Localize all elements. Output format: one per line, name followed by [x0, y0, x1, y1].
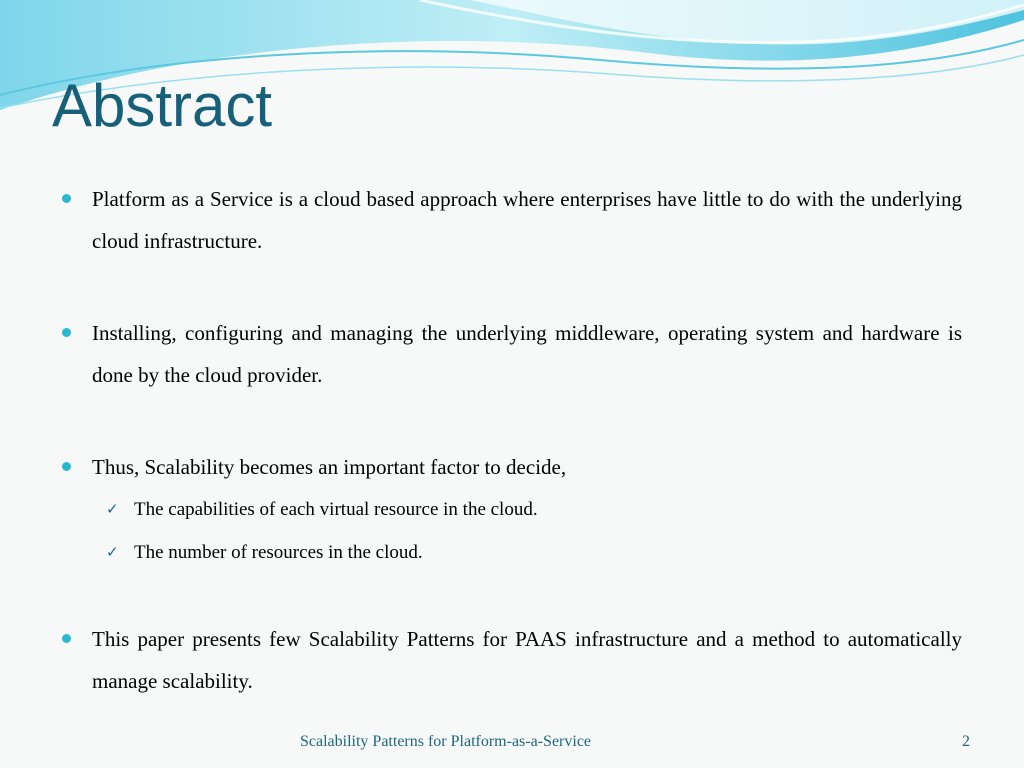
circle-bullet-icon	[62, 634, 71, 643]
sub-bullet-item	[62, 531, 962, 574]
slide-body	[62, 178, 962, 702]
bullet-item	[62, 618, 962, 702]
sub-bullet-item	[62, 488, 962, 531]
bullet-item	[62, 178, 962, 262]
slide-title: Abstract	[52, 72, 273, 139]
slide-footer: Scalability Patterns for Platform-as-a-Service	[300, 733, 592, 750]
bullet-text: Installing, configuring and managing the underlying middleware, operating system and hardware is done by the cloud provider.	[92, 321, 962, 387]
bullet-item	[62, 312, 962, 396]
circle-bullet-icon	[62, 328, 71, 337]
bullet-text: This paper presents few Scalability Patterns for PAAS infrastructure and a method to automatically manage scalability.	[92, 627, 962, 693]
bullet-item	[62, 446, 962, 488]
bullet-text: Platform as a Service is a cloud based approach where enterprises have little to do with the underlying cloud infrastructure.	[92, 187, 962, 253]
page-number: 2	[962, 733, 970, 750]
circle-bullet-icon	[62, 462, 71, 471]
sub-bullet-text: The capabilities of each virtual resource in the cloud.	[134, 499, 538, 520]
bullet-text: Thus, Scalability becomes an important factor to decide,	[92, 455, 567, 479]
checkmark-icon: ✓	[106, 500, 119, 518]
circle-bullet-icon	[62, 194, 71, 203]
checkmark-icon: ✓	[106, 543, 119, 561]
sub-bullet-text: The number of resources in the cloud.	[134, 542, 423, 563]
